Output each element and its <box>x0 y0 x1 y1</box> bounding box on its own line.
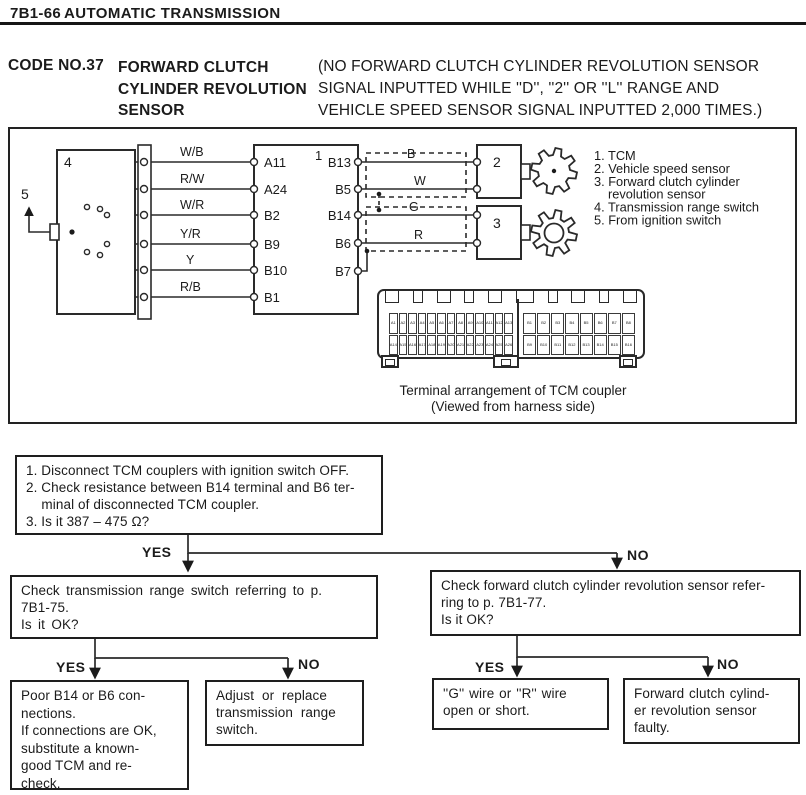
coupler-terminal-cell: A16 <box>408 335 417 356</box>
text-line: Check transmission range switch referring to p. <box>21 583 323 598</box>
coupler-caption-line2: (Viewed from harness side) <box>430 399 596 414</box>
code-number: CODE NO.37 <box>8 57 104 74</box>
coupler-terminal-cell: A1 <box>389 313 398 334</box>
coupler-terminal-cell: A11 <box>485 313 494 334</box>
coupler-divider <box>517 299 519 357</box>
text-line: nections. <box>21 705 76 721</box>
tcm-terminal: B5 <box>335 182 351 197</box>
label-range-switch: 4 <box>64 154 72 170</box>
result-adjust-switch <box>205 680 364 746</box>
legend-item: 4. Transmission range switch <box>594 199 760 215</box>
branch-label-yes: YES <box>475 659 505 675</box>
coupler-terminal-cell: B9 <box>523 335 536 356</box>
coupler-caption-line1: Terminal arrangement of TCM coupler <box>399 383 627 398</box>
coupler-a-bottom <box>389 335 513 356</box>
text-line: FORWARD CLUTCH <box>118 59 269 76</box>
tcm-coupler-drawing <box>377 287 649 427</box>
section-title: AUTOMATIC TRANSMISSION <box>64 5 281 22</box>
tcm-box <box>254 145 358 314</box>
vss-box <box>477 145 521 198</box>
code-name <box>118 57 307 122</box>
text-line: Is it OK? <box>441 612 494 627</box>
label-fccrs: 3 <box>493 215 501 231</box>
text-line: faulty. <box>634 720 670 735</box>
coupler-top-slots <box>385 291 637 304</box>
tcm-terminal: B13 <box>327 155 351 170</box>
coupler-slot <box>571 291 585 303</box>
coupler-slot <box>623 291 637 303</box>
coupler-terminal-cell: A14 <box>389 335 398 356</box>
branch-label-no: NO <box>717 656 739 672</box>
coupler-lock-tab-center <box>493 355 519 368</box>
tcm-terminal: B7 <box>335 264 351 279</box>
code-description <box>318 56 806 122</box>
coupler-terminal-cell: A10 <box>475 313 484 334</box>
page-number: 7B1-66 <box>10 5 61 22</box>
coupler-slot <box>413 291 423 303</box>
coupler-terminal-cell: B10 <box>537 335 550 356</box>
text-line: substitute a known- <box>21 740 140 756</box>
coupler-lock-tab-right <box>619 355 637 368</box>
coupler-terminal-cell: B11 <box>551 335 564 356</box>
text-line: Check forward clutch cylinder revolution sensor refer- <box>441 578 766 593</box>
tcm-terminal: B10 <box>264 263 288 278</box>
text-line: er revolution sensor <box>634 703 757 718</box>
text-line: ''G'' wire or ''R'' wire <box>443 686 567 701</box>
tcm-terminal: B2 <box>264 208 280 223</box>
branch-label-yes: YES <box>56 659 86 675</box>
coupler-terminal-cell: B6 <box>594 313 607 334</box>
wire-color: R/B <box>180 280 201 294</box>
coupler-terminal-cell: A22 <box>466 335 475 356</box>
tcm-terminal: A11 <box>264 155 287 170</box>
coupler-terminal-cell: A18 <box>427 335 436 356</box>
result-sensor-faulty <box>623 678 800 744</box>
coupler-b-bottom <box>523 335 635 356</box>
legend-item: 5. From ignition switch <box>594 212 722 228</box>
text-line: switch. <box>216 722 258 737</box>
tcm-terminal: A24 <box>264 182 288 197</box>
tcm-terminal: B9 <box>264 237 280 252</box>
coupler-terminal-cell: A12 <box>495 313 504 334</box>
wire-color: G <box>409 200 419 214</box>
coupler-slot <box>599 291 609 303</box>
text-line: SENSOR <box>118 102 185 119</box>
coupler-terminal-cell: B3 <box>551 313 564 334</box>
coupler-terminal-cell: A13 <box>504 313 513 334</box>
coupler-terminal-cell: A9 <box>466 313 475 334</box>
coupler-terminal-cell: B2 <box>537 313 550 334</box>
switch-feed-tab <box>50 224 59 240</box>
text-line: Is it OK? <box>21 617 79 632</box>
text-line: transmission range <box>216 705 336 720</box>
result-wire-open-short <box>432 678 609 730</box>
gear-icons <box>531 148 577 256</box>
text-line: Forward clutch cylind- <box>634 686 770 701</box>
coupler-block-a <box>389 313 513 355</box>
text-line: SIGNAL INPUTTED WHILE ''D'', ''2'' OR ''L'' RANGE AND <box>318 80 720 97</box>
step-check-sensor <box>430 570 801 636</box>
coupler-b-top <box>523 313 635 334</box>
coupler-terminal-cell: A6 <box>437 313 446 334</box>
coupler-terminal-cell: B16 <box>622 335 635 356</box>
coupler-slot <box>464 291 474 303</box>
text-line: 3. Is it 387 – 475 Ω? <box>26 514 150 529</box>
coupler-terminal-cell: A2 <box>399 313 408 334</box>
coupler-terminal-cell: B12 <box>565 335 578 356</box>
coupler-terminal-cell: A19 <box>437 335 446 356</box>
text-line: 7B1-75. <box>21 600 69 615</box>
label-tcm: 1 <box>315 148 323 163</box>
text-line: Adjust or replace <box>216 688 328 703</box>
text-line: ring to p. 7B1-77. <box>441 595 547 610</box>
coupler-terminal-cell: B8 <box>622 313 635 334</box>
coupler-terminal-cell: B7 <box>608 313 621 334</box>
wire-color: W/B <box>180 145 204 159</box>
result-poor-connections <box>10 680 189 790</box>
text-line: 1. Disconnect TCM couplers with ignition switch OFF. <box>26 463 350 478</box>
diagnostic-flowchart <box>0 440 806 795</box>
label-ignition: 5 <box>21 186 29 202</box>
wire-color: B <box>407 147 416 161</box>
coupler-terminal-cell: A5 <box>427 313 436 334</box>
fccrs-box <box>477 206 521 259</box>
text-line: If connections are OK, <box>21 723 157 738</box>
coupler-terminal-cell: B15 <box>608 335 621 356</box>
wire-color: W/R <box>180 198 205 212</box>
coupler-terminal-cell: B13 <box>580 335 593 356</box>
text-line: (NO FORWARD CLUTCH CYLINDER REVOLUTION SENSOR <box>318 58 760 75</box>
branch-label-no: NO <box>298 656 320 672</box>
step-check-resistance <box>15 455 383 535</box>
coupler-terminal-cell: B5 <box>580 313 593 334</box>
coupler-terminal-cell: A21 <box>456 335 465 356</box>
text-line: check. <box>21 775 61 791</box>
legend-item: 3. Forward clutch cylinder <box>594 174 740 189</box>
range-switch-box <box>57 150 135 314</box>
fccrs-tab <box>521 225 530 240</box>
wiring-diagram <box>8 127 797 424</box>
coupler-terminal-cell: A15 <box>399 335 408 356</box>
wire-color: R <box>414 228 424 242</box>
wire-color: Y <box>186 253 195 267</box>
coupler-terminal-cell: B14 <box>594 335 607 356</box>
coupler-slot <box>385 291 399 303</box>
coupler-terminal-cell: A24 <box>485 335 494 356</box>
text-line: 2. Check resistance between B14 terminal and B6 ter- <box>26 480 355 495</box>
tcm-terminal: B1 <box>264 290 280 305</box>
legend-item: 1. TCM <box>594 148 636 163</box>
coupler-terminal-cell: B1 <box>523 313 536 334</box>
vss-tab <box>521 164 530 179</box>
text-line: minal of disconnected TCM coupler. <box>26 497 260 512</box>
coupler-terminal-cell: B4 <box>565 313 578 334</box>
coupler-lock-tab-left <box>381 355 399 368</box>
coupler-terminal-cell: A20 <box>447 335 456 356</box>
text-line: open or short. <box>443 703 530 718</box>
coupler-terminal-cell: A3 <box>408 313 417 334</box>
coupler-slot <box>548 291 558 303</box>
coupler-block-b <box>523 313 635 355</box>
coupler-terminal-cell: A23 <box>475 335 484 356</box>
branch-label-yes: YES <box>142 544 172 560</box>
legend-item: revolution sensor <box>608 186 706 202</box>
legend-item: 2. Vehicle speed sensor <box>594 161 730 176</box>
text-line: VEHICLE SPEED SENSOR SIGNAL INPUTTED 2,000 TIMES.) <box>318 102 763 119</box>
tcm-terminal: B14 <box>327 208 351 223</box>
wire-color: R/W <box>180 172 205 186</box>
coupler-slot <box>437 291 451 303</box>
tcm-terminal: B6 <box>335 236 351 251</box>
coupler-terminal-cell: A26 <box>504 335 513 356</box>
coupler-caption <box>337 383 689 415</box>
coupler-terminal-cell: A7 <box>447 313 456 334</box>
label-vss: 2 <box>493 154 501 170</box>
coupler-terminal-cell: A25 <box>495 335 504 356</box>
coupler-shell <box>377 289 645 359</box>
text-line: good TCM and re- <box>21 758 132 773</box>
coupler-slot <box>488 291 502 303</box>
header-rule <box>0 22 806 25</box>
text-line: CYLINDER REVOLUTION <box>118 80 307 98</box>
wire-color: Y/R <box>180 227 201 241</box>
step-check-range-switch <box>10 575 378 639</box>
text-line: Poor B14 or B6 con- <box>21 688 146 703</box>
coupler-terminal-cell: A17 <box>418 335 427 356</box>
coupler-terminal-cell: A8 <box>456 313 465 334</box>
branch-label-no: NO <box>627 547 649 563</box>
coupler-terminal-cell: A4 <box>418 313 427 334</box>
wire-color: W <box>414 174 426 188</box>
coupler-a-top <box>389 313 513 334</box>
